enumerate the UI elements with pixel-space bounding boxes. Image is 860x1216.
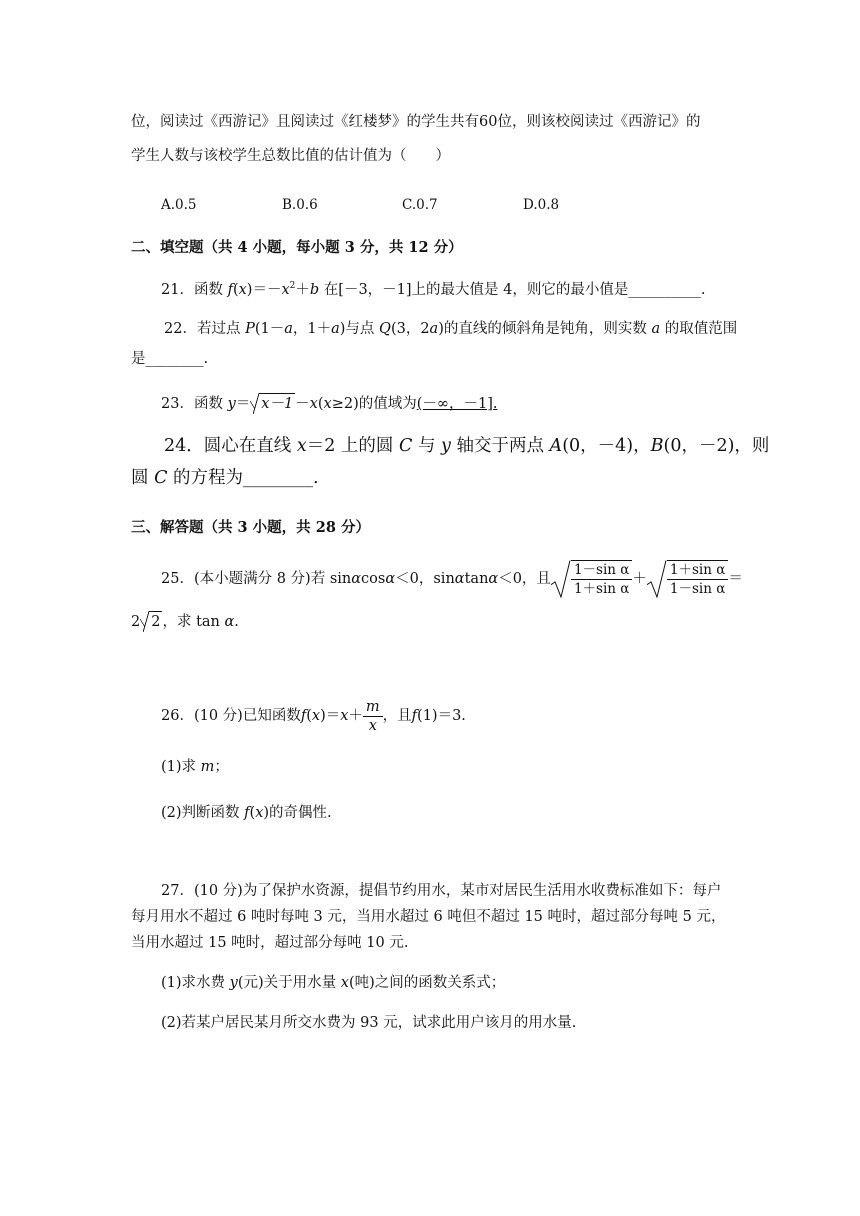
q25-text: ＜0，sin <box>395 571 455 587</box>
q23-text: ( <box>317 396 324 412</box>
q26-frac-denominator: x <box>368 717 377 734</box>
q25-frac2-denominator: 1－sin α <box>669 581 726 597</box>
q26-text: (1)＝3. <box>417 708 466 724</box>
q22-line1 <box>164 319 737 339</box>
q23-line <box>161 393 498 414</box>
q20-option-d: D.0.8 <box>523 197 560 213</box>
q25-var-alpha: α <box>488 571 499 587</box>
q21-line: 21．函数 $f(x)=-x^2+b$ 在[－3，－1]上的最大值是 4，则它的最小值是__________. <box>161 281 706 298</box>
q20-option-b: B.0.6 <box>282 197 318 213</box>
q22-var-a: a <box>331 321 340 337</box>
q25-text: tan <box>464 571 489 587</box>
q21-text: 函数 <box>193 281 228 298</box>
q24-var-x: x <box>296 436 307 456</box>
q20-text-line2: 学生人数与该校学生总数比值的估计值为（ ） <box>131 148 450 164</box>
q23-var-x: x <box>323 396 332 412</box>
q21-var-x: x <box>238 281 247 298</box>
q23-answer: (－∞，－1]. <box>416 396 498 412</box>
q27-text: (吨)之间的函数关系式； <box>348 975 506 991</box>
q22-line2 <box>131 349 208 369</box>
q22-text: (1－ <box>254 321 285 337</box>
q23-var-y: y <box>227 396 236 412</box>
q25-text: ＜0，且 <box>498 571 551 587</box>
q26-var-x: x <box>311 708 321 724</box>
q24-point-b: B <box>650 436 664 456</box>
q24-text: 圆心在直线 <box>203 436 297 456</box>
q26-text: ； <box>214 759 229 775</box>
q21-answer-blank: __________ <box>628 281 701 298</box>
q24-text: (0，－4)， <box>562 436 651 456</box>
q22-point-q: Q <box>379 321 391 337</box>
q21-var-b: b <box>309 281 320 298</box>
q25-sqrt-content: 2 <box>149 611 162 632</box>
q24-circle-c: C <box>398 436 413 456</box>
q26-var-f: f <box>300 708 307 724</box>
q24-line1 <box>164 434 769 458</box>
q24-text: 与 <box>412 436 442 456</box>
q24-text: 的方程为 <box>167 468 244 488</box>
q26-line: 26． (10 分)已知函数 f ( x )＝ x ＋ $\frac{m}{x}$ ，且 f (1)＝3. <box>161 698 466 734</box>
q25-sqrt-fraction-2 <box>647 560 728 598</box>
q25-frac2-numerator: 1＋sin α <box>667 561 728 580</box>
q23-text: ＝ <box>235 396 251 412</box>
q26-var-m: m <box>200 759 215 775</box>
q24-point-a: A <box>549 436 563 456</box>
q23-text: － <box>295 396 310 412</box>
q26-text: )＝ <box>320 708 341 724</box>
q26-var-x: x <box>340 708 349 724</box>
q26-text: ＋ <box>348 708 363 724</box>
q25-text: cos <box>361 571 386 587</box>
q22-text: 的取值范围 <box>660 321 738 337</box>
q26-part2: (2)判断函数 f(x)的奇偶性. <box>161 805 332 821</box>
q22-point-p: P <box>245 321 255 337</box>
q26-text: (1)求 <box>161 759 201 775</box>
q24-circle-c: C <box>154 468 168 488</box>
q22-number: 22． <box>164 321 197 337</box>
q25-sqrt-2 <box>140 611 162 632</box>
q26-part1 <box>161 757 229 777</box>
q21-number: 21． <box>161 281 194 298</box>
q24-var-y: y <box>441 436 451 456</box>
q26-text: )的奇偶性. <box>263 805 332 821</box>
q27-part2: (2)若某户居民某月所交水费为 93 元，试求此用户该月的用水量. <box>161 1015 577 1031</box>
q23-text: ≥2)的值域为 <box>331 396 417 412</box>
q21-var-f: f <box>227 281 233 298</box>
q24-line2 <box>131 466 319 490</box>
q21-var-x: x <box>281 281 290 298</box>
q26-frac-numerator: m <box>363 698 383 717</box>
q24-number: 24． <box>164 436 204 456</box>
q26-fraction <box>363 698 383 735</box>
q25-number: 25． <box>161 571 194 587</box>
q25-frac1-denominator: 1＋sin α <box>573 581 630 597</box>
q25-frac1-numerator: 1－sin α <box>571 561 632 580</box>
q22-text: (3，2 <box>390 321 430 337</box>
q24-text: . <box>313 468 319 488</box>
q23-number: 23． <box>161 396 194 412</box>
q23-var-x: x <box>309 396 318 412</box>
q25-var-alpha: α <box>351 571 362 587</box>
q22-text: )的直线的倾斜角是钝角，则实数 <box>438 321 652 337</box>
q22-var-a: a <box>284 321 293 337</box>
q22-answer-blank: ________ <box>145 351 204 367</box>
section2-heading: 二、填空题（共 4 小题，每小题 3 分，共 12 分） <box>131 239 463 256</box>
q25-text: . <box>234 614 239 630</box>
q22-text: 若过点 <box>196 321 246 337</box>
q27-line3: 当用水超过 15 吨时，超过部分每吨 10 元. <box>131 935 409 951</box>
q26-text: ，且 <box>382 708 412 724</box>
q25-text: ，求 tan <box>162 614 225 630</box>
q21-text: 在[－3，－1]上的最大值是 4，则它的最小值是 <box>319 281 629 298</box>
q22-var-a: a <box>651 321 661 337</box>
q25-var-alpha: α <box>224 614 235 630</box>
q26-var-f: f <box>244 805 250 821</box>
q26-var-f: f <box>411 708 418 724</box>
q27-line1: 27．(10 分)为了保护水资源，提倡节约用水，某市对居民生活用水收费标准如下：每户 <box>161 883 722 899</box>
q21-text: ＋ <box>295 281 310 298</box>
q26-var-x: x <box>255 805 264 821</box>
q27-var-x: x <box>340 975 349 991</box>
q20-text-line1: 位，阅读过《西游记》且阅读过《红楼梦》的学生共有60位，则该校阅读过《西游记》的 <box>131 114 701 130</box>
q23-text: 函数 <box>193 396 228 412</box>
q25-var-alpha: α <box>385 571 396 587</box>
q27-line2: 每月用水不超过 6 吨时每吨 3 元，当用水超过 6 吨但不超过 15 吨时，超过部分每吨 5 元， <box>131 909 726 925</box>
q24-text: (0，－2)，则 <box>663 436 770 456</box>
q27-text: (1)求水费 <box>161 975 230 991</box>
q24-answer-blank: ________ <box>243 468 314 488</box>
q22-var-a: a <box>429 321 439 337</box>
q25-text: (本小题满分 8 分)若 sin <box>193 571 352 587</box>
q22-text: 是 <box>131 351 146 367</box>
q23-sqrt <box>250 393 295 414</box>
q22-text: )与点 <box>339 321 380 337</box>
q20-option-a: A.0.5 <box>161 197 197 213</box>
q24-text: 轴交于两点 <box>450 436 550 456</box>
q26-text: (2)判断函数 <box>161 805 245 821</box>
q20-option-c: C.0.7 <box>402 197 438 213</box>
q23-sqrt-content: x－1 <box>259 393 295 414</box>
q22-text: ，1＋ <box>292 321 332 337</box>
q27-part1 <box>161 973 505 993</box>
q25-var-alpha: α <box>454 571 465 587</box>
q25-text: ＋ <box>632 571 647 587</box>
q24-text: ＝2 上的圆 <box>306 436 399 456</box>
q21-text: . <box>700 281 706 298</box>
q25-text: ＝ <box>728 571 743 587</box>
q27-text: (元)关于用水量 <box>237 975 341 991</box>
q25-line1 <box>161 557 743 601</box>
section3-heading: 三、解答题（共 3 小题，共 28 分） <box>131 519 370 536</box>
q26-text: (10 分)已知函数 <box>193 708 301 724</box>
q27-var-y: y <box>229 975 238 991</box>
q26-number: 26． <box>161 708 194 724</box>
q22-text: . <box>203 351 209 367</box>
q24-text: 圆 <box>131 468 155 488</box>
q25-line2 <box>131 611 239 632</box>
q25-sqrt-fraction-1 <box>551 560 632 598</box>
q25-text: 2 <box>131 614 141 630</box>
q21-text: )＝－ <box>246 281 282 298</box>
